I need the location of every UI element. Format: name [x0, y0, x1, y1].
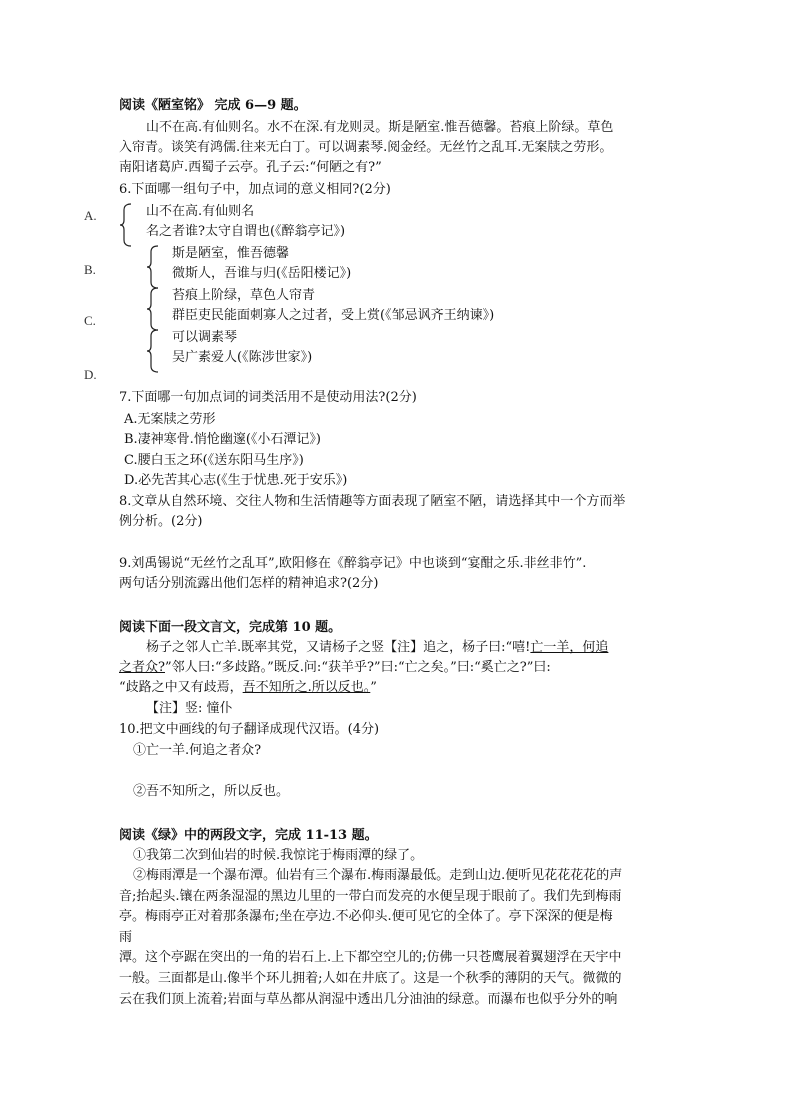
- passage-line: 潭。这个亭踞在突出的一角的岩石上.上下都空空儿的;仿佛一只苍鹰展着翼翅浮在天宇中: [119, 950, 622, 965]
- passage-line: 山不在高.有仙则名。水不在深.有龙则灵。斯是陋室.惟吾德馨。苔痕上阶绿。草色: [146, 120, 614, 135]
- question-8-line: 8.文章从自然环境、交往人物和生活情趣等方面表现了陋室不陋，请选择其中一个方而举: [119, 494, 626, 509]
- option-b-sentence-2: 微斯人，吾谁与归(《岳阳楼记》): [172, 266, 352, 281]
- passage-line: [119, 678, 377, 698]
- question-7-option-c: C.腰白玉之环(《送东阳马生序》): [124, 453, 304, 468]
- question-10-item-1: ①亡一羊.何追之者众?: [133, 743, 262, 758]
- question-8-line: 例分析。(2分): [119, 514, 203, 529]
- passage-line: 南阳诸葛庐.西蜀子云亭。孔子云:“何陋之有?”: [119, 160, 382, 175]
- passage-line: [119, 658, 551, 678]
- option-d-sentence-2: 吴广素爱人(《陈涉世家》): [172, 350, 313, 365]
- annotation-note: 【注】竖: 憧仆: [146, 701, 233, 716]
- underlined-sentence: 之者众?: [119, 660, 165, 675]
- option-b-sentence-1: 斯是陋室，惟吾德馨: [172, 246, 290, 261]
- question-9-line: 9.刘禹锡说“无丝竹之乱耳”,欧阳修在《醉翁亭记》中也谈到“宴酣之乐.非丝非竹”.: [119, 556, 587, 571]
- passage-line: ②梅雨潭是一个瀑布潭。仙岩有三个瀑布.梅雨瀑最低。走到山边.便听见花花花花的声: [133, 868, 623, 883]
- section-heading-classical-text: 阅读下面一段文言文，完成第 10 题。: [119, 620, 342, 635]
- option-a-sentence-2: 名之者谁?太守自谓也(《醉翁亭记》): [146, 224, 346, 239]
- passage-text: ”邻人曰:“多歧路。”既反.问:“获羊乎?”曰:“亡之矣。”曰:“奚亡之?”曰:: [164, 660, 551, 675]
- option-c-label: C.: [84, 313, 96, 328]
- question-9-line: 两句话分别流露出他们怎样的精神追求?(2分): [119, 576, 379, 591]
- passage-line: 音;抬起头.镶在两条湿湿的黑边儿里的一带白而发亮的水便呈现于眼前了。我们先到梅雨: [119, 889, 622, 904]
- passage-line: ①我第二次到仙岩的时候.我惊诧于梅雨潭的绿了。: [133, 848, 424, 863]
- section-heading-lv: 阅读《绿》中的两段文字，完成 11-13 题。: [119, 828, 378, 843]
- brace-icon: [146, 328, 156, 374]
- passage-text: “歧路之中又有歧焉，: [119, 680, 243, 695]
- passage-line: 云在我们顶上流着;岩面与草丛都从润湿中透出几分油油的绿意。而瀑布也似乎分外的响: [119, 992, 618, 1007]
- question-7-option-a: A.无案牍之劳形: [124, 412, 216, 427]
- underlined-sentence: 吾不知所之.所以反也。: [242, 680, 371, 695]
- question-7-stem: 7.下面哪一句加点词的词类活用不是使动用法?(2分): [119, 390, 417, 405]
- brace-icon: [146, 244, 156, 290]
- brace-icon: [119, 202, 129, 248]
- question-10-stem: 10.把文中画线的句子翻译成现代汉语。(4分): [119, 722, 380, 737]
- option-b-label: B.: [84, 262, 96, 277]
- underlined-sentence: 亡一羊，何追: [530, 640, 609, 655]
- passage-line: 入帘青。谈笑有鸿儒.往来无白丁。可以调素琴.阅金经。无丝竹之乱耳.无案牍之劳形。: [119, 140, 613, 155]
- question-7-option-b: B.凄神寒骨.悄怆幽邃(《小石潭记》): [124, 432, 321, 447]
- option-d-sentence-1: 可以调素琴: [172, 330, 238, 345]
- option-d-label: D.: [84, 367, 97, 382]
- passage-line: 亭。梅雨亭正对着那条瀑布;坐在亭边.不必仰头.便可见它的全体了。亭下深深的便是梅: [119, 909, 613, 924]
- passage-text: ”: [370, 680, 377, 695]
- option-a-sentence-1: 山不在高.有仙则名: [146, 204, 255, 219]
- section-heading-lou-shi-ming: 阅读《陋室铭》 完成 6—9 题。: [119, 98, 307, 113]
- passage-text: 杨子之邻人亡羊.既率其党，又请杨子之竖【注】追之，杨子曰:“嘻!: [146, 640, 531, 655]
- passage-line: 雨: [119, 930, 133, 945]
- option-c-sentence-1: 苔痕上阶绿，草色人帘青: [172, 288, 316, 303]
- passage-line: 一般。三面都是山.像半个环儿拥着;人如在井底了。这是一个秋季的薄阴的天气。微微的: [119, 971, 622, 986]
- question-7-option-d: D.必先苦其心志(《生于忧患.死于安乐》): [124, 473, 348, 488]
- question-6-stem: 6.下面哪一组句子中，加点词的意义相同?(2分): [119, 182, 391, 197]
- option-a-label: A.: [84, 208, 97, 223]
- passage-line: [146, 638, 608, 658]
- brace-icon: [146, 286, 156, 332]
- option-c-sentence-2: 群臣吏民能面刺寡人之过者，受上赏(《邹忌讽齐王纳谏》): [172, 308, 495, 323]
- question-10-item-2: ②吾不知所之，所以反也。: [133, 784, 290, 799]
